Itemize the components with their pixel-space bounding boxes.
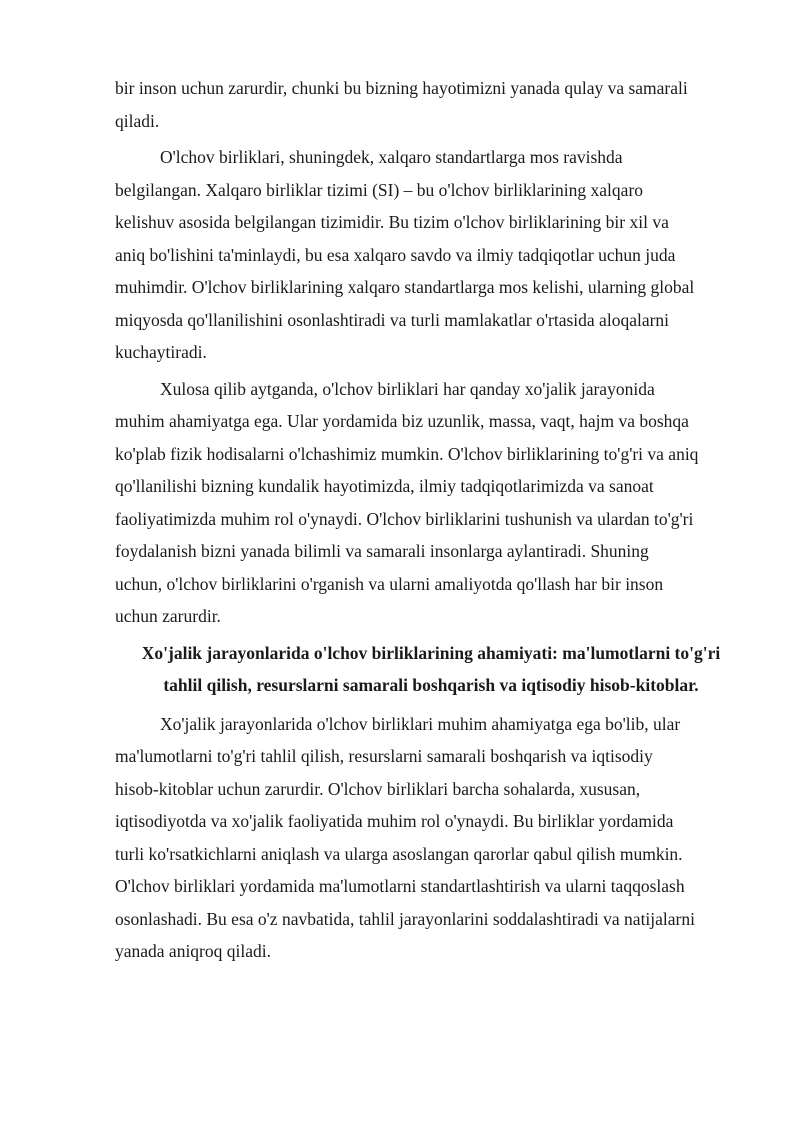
text-line: O'lchov birliklari, shuningdek, xalqaro standartlarga mos ravishda — [160, 147, 623, 167]
text-line: qiladi. — [115, 110, 160, 131]
text-line: ma'lumotlarni to'g'ri tahlil qilish, resurslarni samarali boshqarish va iqtisodiy — [115, 746, 653, 766]
paragraph-si-standards — [115, 141, 747, 369]
text-line: uchun zarurdir. — [115, 606, 221, 626]
heading-line: Xo'jalik jarayonlarida o'lchov birliklarining ahamiyati: ma'lumotlarni to'g'ri — [141, 642, 721, 663]
text-line: belgilangan. Xalqaro birliklar tizimi (SI) – bu o'lchov birliklarining xalqaro — [115, 179, 644, 200]
text-line: aniq bo'lishini ta'minlaydi, bu esa xalqaro savdo va ilmiy tadqiqotlar uchun juda — [115, 244, 676, 265]
text-line: miqyosda qo'llanilishini osonlashtiradi va turli mamlakatlar o'rtasida aloqalarni — [115, 309, 670, 330]
paragraph-conclusion — [115, 373, 747, 633]
text-line: faoliyatimizda muhim rol o'ynaydi. O'lchov birliklarini tushunish va ulardan to'g'ri — [115, 508, 694, 529]
text-line: muhim ahamiyatga ega. Ular yordamida biz uzunlik, massa, vaqt, hajm va boshqa — [115, 411, 689, 431]
heading-line: tahlil qilish, resurslarni samarali boshqarish va iqtisodiy hisob-kitoblar. — [163, 675, 699, 695]
text-line: muhimdir. O'lchov birliklarining xalqaro standartlarga mos kelishi, ularning global — [115, 277, 695, 297]
text-line: hisob-kitoblar uchun zarurdir. O'lchov birliklari barcha sohalarda, xususan, — [115, 778, 641, 799]
paragraph-continuation — [115, 72, 747, 137]
text-line: osonlashadi. Bu esa o'z navbatida, tahlil jarayonlarini soddalashtiradi va natijalarni — [115, 908, 695, 929]
text-line: turli ko'rsatkichlarni aniqlash va ularga asoslangan qarorlar qabul qilish mumkin. — [115, 843, 683, 864]
paragraph-importance — [115, 708, 747, 968]
text-line: O'lchov birliklari yordamida ma'lumotlarni standartlashtirish va ularni taqqoslash — [115, 876, 685, 896]
section-heading — [115, 637, 747, 702]
text-line: Xo'jalik jarayonlarida o'lchov birliklari muhim ahamiyatga ega bo'lib, ular — [160, 713, 681, 734]
text-line: iqtisodiyotda va xo'jalik faoliyatida muhim rol o'ynaydi. Bu birliklar yordamida — [115, 811, 674, 831]
text-line: kuchaytiradi. — [115, 342, 207, 362]
document-page — [115, 72, 747, 968]
text-line: bir inson uchun zarurdir, chunki bu bizning hayotimizni yanada qulay va samarali — [115, 78, 688, 98]
text-line: foydalanish bizni yanada bilimli va samarali insonlarga aylantiradi. Shuning — [115, 541, 649, 561]
text-line: uchun, o'lchov birliklarini o'rganish va ularni amaliyotda qo'llash har bir inson — [115, 573, 664, 594]
text-line: qo'llanilishi bizning kundalik hayotimizda, ilmiy tadqiqotlarimizda va sanoat — [115, 476, 654, 496]
text-line: ko'plab fizik hodisalarni o'lchashimiz mumkin. O'lchov birliklarining to'g'ri va aniq — [115, 443, 699, 464]
text-line: kelishuv asosida belgilangan tizimidir. Bu tizim o'lchov birliklarining bir xil va — [115, 212, 669, 232]
text-line: Xulosa qilib aytganda, o'lchov birliklari har qanday xo'jalik jarayonida — [160, 378, 655, 399]
text-line: yanada aniqroq qiladi. — [115, 941, 271, 961]
